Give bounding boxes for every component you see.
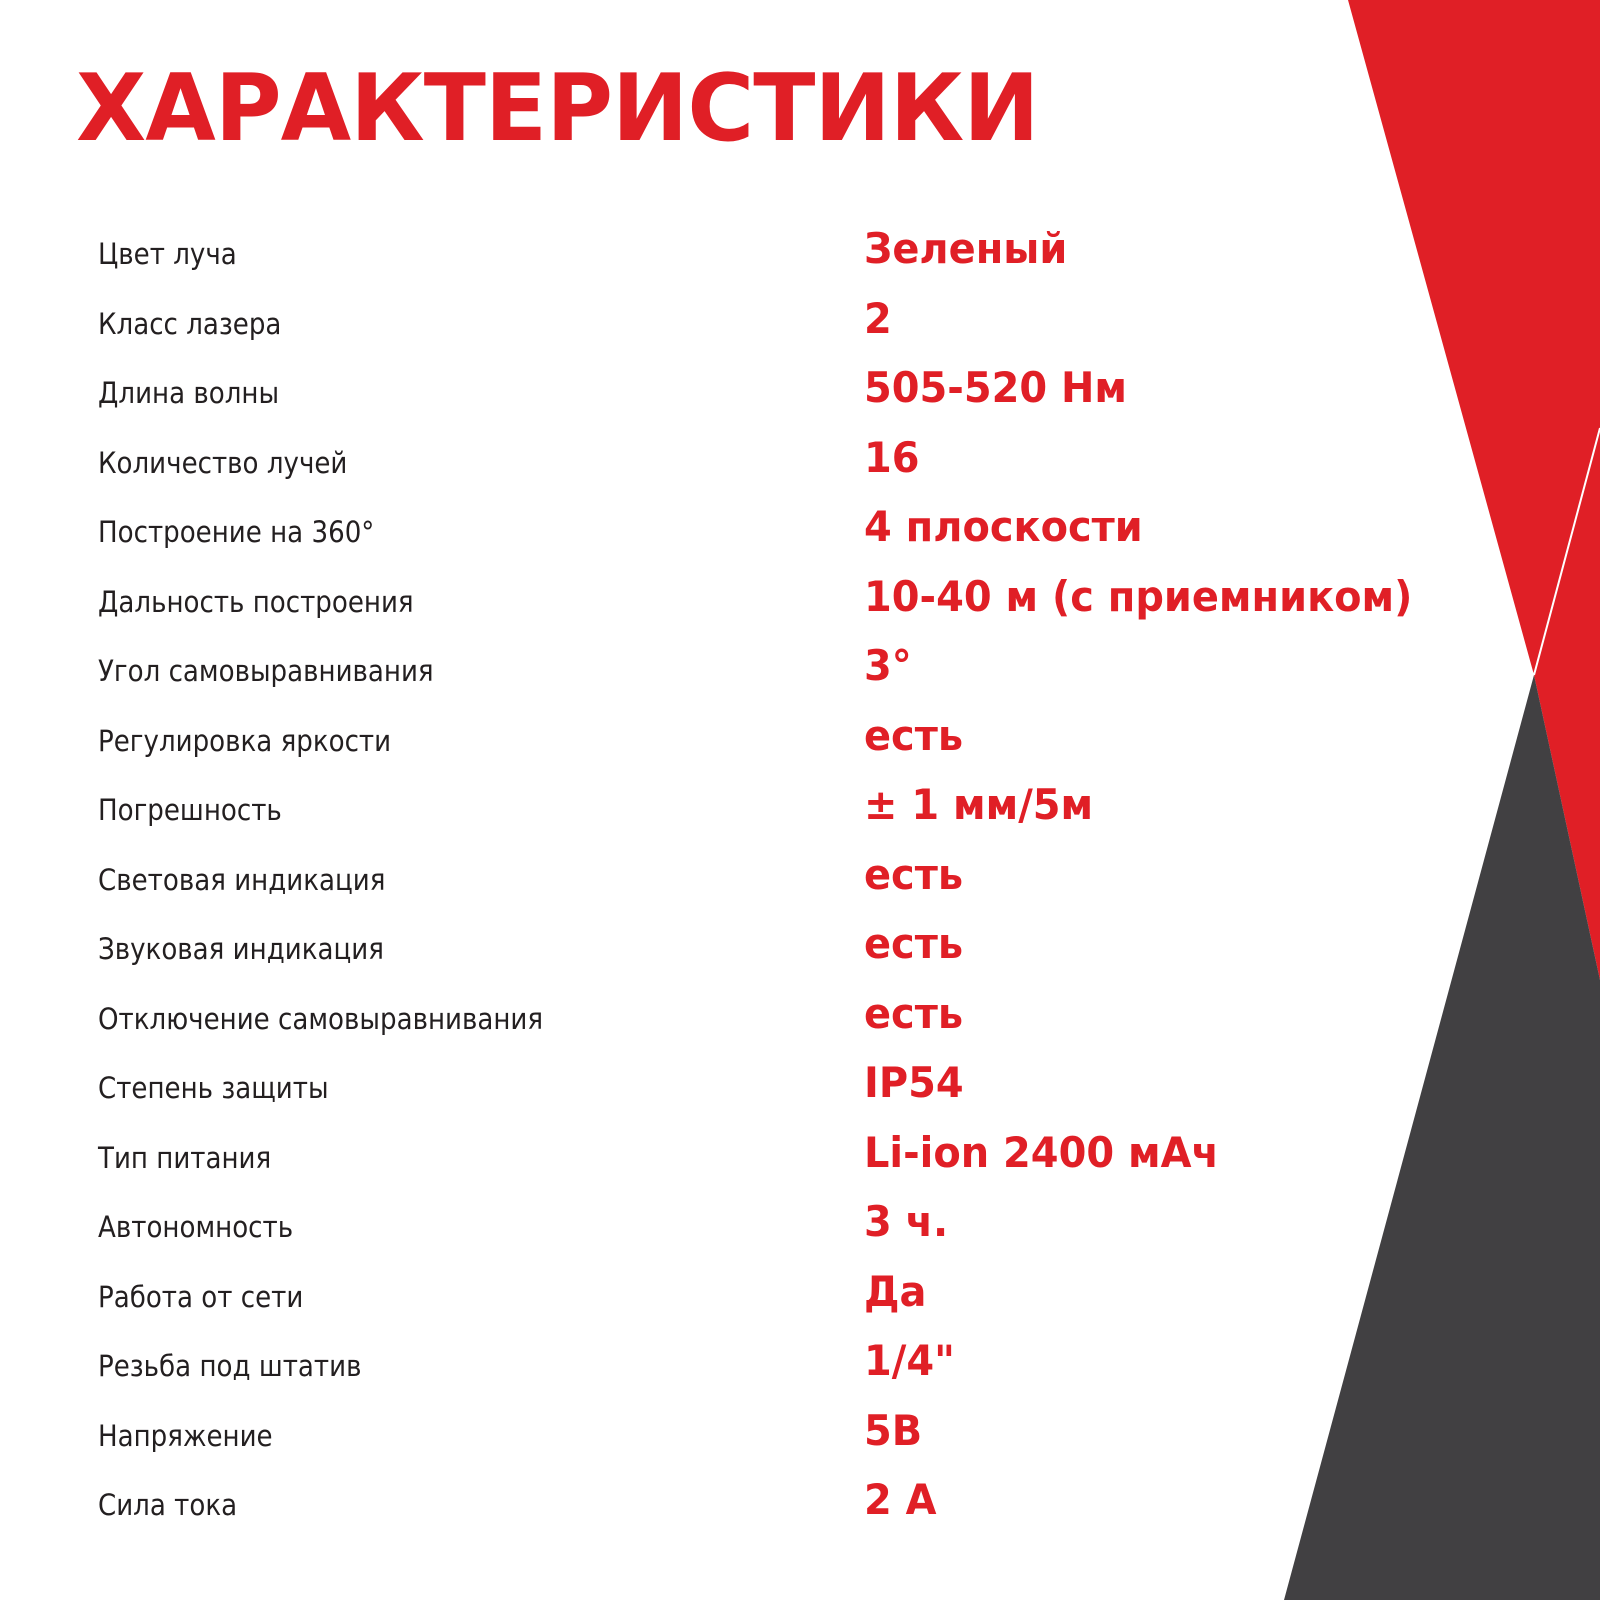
spec-label: Степень защиты [98,1071,329,1105]
spec-value: 16 [864,432,920,482]
spec-label: Дальность построения [98,584,414,619]
spec-label: Световая индикация [98,862,386,897]
spec-value: IP54 [864,1058,964,1107]
spec-row-mains-operation [0,1265,1600,1335]
spec-row-battery-life [0,1195,1600,1265]
spec-value: 4 плоскости [864,502,1143,551]
spec-row-voltage [0,1404,1600,1474]
spec-label: Автономность [98,1210,294,1244]
spec-value: Зеленый [864,224,1068,273]
spec-value: есть [864,988,964,1038]
spec-label: Погрешность [98,793,282,827]
spec-label: Длина волны [98,376,280,410]
page-title: ХАРАКТЕРИСТИКИ [76,54,1039,162]
spec-value: 10-40 м (с приемником) [864,571,1413,621]
spec-row-laser-class [0,292,1600,362]
spec-label: Тип питания [98,1140,272,1175]
spec-value: есть [864,710,964,760]
spec-row-protection-rating [0,1056,1600,1126]
spec-row-sound-indication [0,917,1600,987]
spec-value: 5В [864,1405,923,1455]
spec-list [0,222,1600,1543]
spec-label: Работа от сети [98,1279,304,1314]
spec-row-self-leveling-angle [0,639,1600,709]
spec-label: Класс лазера [98,306,282,341]
spec-value: 2 А [864,1475,937,1524]
spec-label: Регулировка яркости [98,723,392,758]
spec-label: Сила тока [98,1488,238,1522]
spec-row-current [0,1473,1600,1543]
spec-row-range [0,570,1600,640]
spec-value: есть [864,919,964,968]
spec-row-beam-color [0,222,1600,292]
spec-row-power-type [0,1126,1600,1196]
spec-value: Li-ion 2400 мАч [864,1127,1219,1177]
spec-value: есть [864,849,964,899]
spec-label: Отключение самовыравнивания [98,1001,544,1036]
spec-label: Напряжение [98,1418,273,1453]
spec-value: 1/4" [864,1336,955,1385]
spec-row-self-leveling-off [0,987,1600,1057]
spec-row-brightness-control [0,709,1600,779]
spec-label: Звуковая индикация [98,932,384,966]
spec-value: 2 [864,293,892,343]
spec-label: Цвет луча [98,237,237,271]
spec-label: Построение на 360° [98,515,375,549]
spec-row-accuracy [0,778,1600,848]
spec-value: 505-520 Нм [864,363,1128,412]
spec-value: 3° [864,641,912,690]
spec-value: 3 ч. [864,1197,949,1246]
spec-value: ± 1 мм/5м [864,780,1094,829]
spec-label: Угол самовыравнивания [98,654,434,688]
spec-row-wavelength [0,361,1600,431]
spec-row-light-indication [0,848,1600,918]
spec-label: Количество лучей [98,445,348,480]
spec-row-tripod-thread [0,1334,1600,1404]
spec-row-beam-count [0,431,1600,501]
spec-label: Резьба под штатив [98,1349,362,1383]
spec-value: Да [864,1266,927,1316]
spec-row-360-planes [0,500,1600,570]
